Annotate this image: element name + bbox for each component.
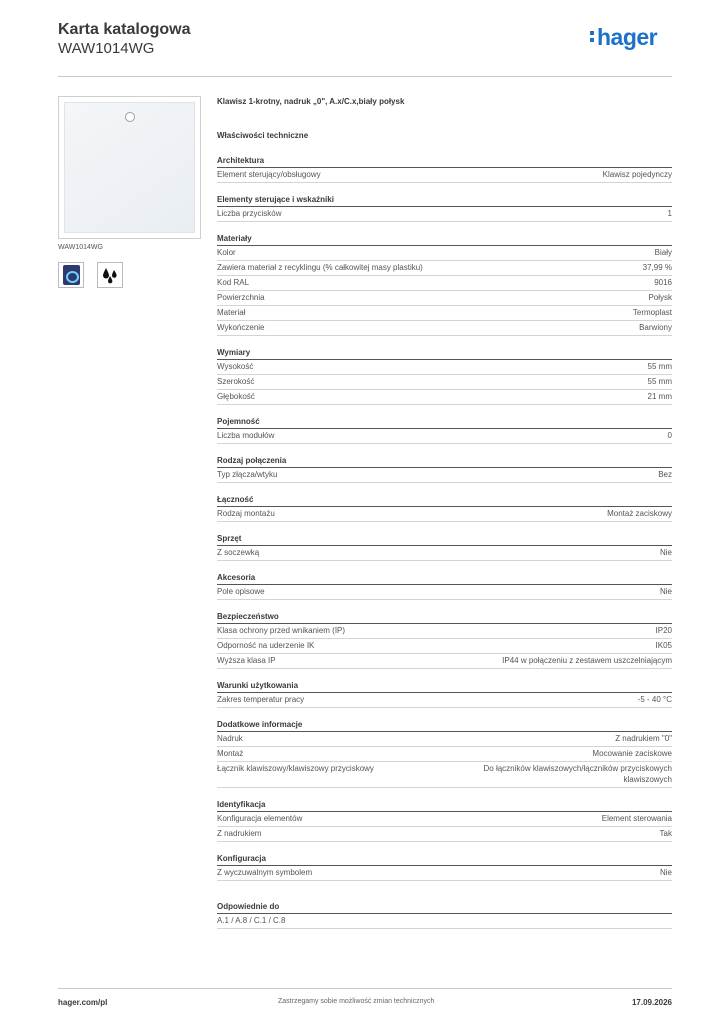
spec-label: Głębokość	[217, 392, 255, 401]
spec-row	[217, 261, 672, 276]
spec-value: 9016	[654, 278, 672, 287]
spec-value: Z nadrukiem "0"	[615, 734, 672, 743]
logo-text: hager	[597, 24, 658, 50]
spec-label: Liczba modułów	[217, 431, 275, 440]
spec-label: Zakres temperatur pracy	[217, 695, 305, 704]
header-divider	[58, 76, 672, 77]
spec-value: Połysk	[648, 293, 672, 302]
fits-with-title: Odpowiednie do	[217, 901, 672, 914]
spec-group	[217, 416, 672, 444]
spec-group	[217, 155, 672, 183]
spec-group	[217, 611, 672, 669]
spec-label: Kolor	[217, 248, 236, 257]
spec-group-title: Architektura	[217, 155, 672, 168]
spec-row	[217, 390, 672, 405]
spec-row	[217, 168, 672, 183]
spec-group	[217, 533, 672, 561]
logo-dots-icon	[590, 28, 595, 45]
spec-value: Element sterowania	[601, 814, 672, 823]
spec-label: Z nadrukiem	[217, 829, 262, 838]
spec-value: 55 mm	[647, 377, 672, 386]
spec-label: Wysokość	[217, 362, 254, 371]
spec-row	[217, 507, 672, 522]
spec-value: IP44 w połączeniu z zestawem uszczelniającym	[502, 656, 672, 665]
spec-group-title: Konfiguracja	[217, 853, 672, 866]
spec-label: Wyższa klasa IP	[217, 656, 276, 665]
product-description: Klawisz 1-krotny, nadruk „0", A.x/C.x,biały połysk	[217, 97, 405, 106]
footer-website-link[interactable]: hager.com/pl	[58, 998, 108, 1007]
spec-value: IP20	[655, 626, 672, 635]
spec-label: Liczba przycisków	[217, 209, 282, 218]
fits-with-value: A.1 / A.8 / C.1 / C.8	[217, 916, 286, 925]
spec-label: Element sterujący/obsługowy	[217, 170, 321, 179]
spec-row	[217, 321, 672, 336]
tech-properties-heading: Właściwości techniczne	[217, 131, 309, 140]
spec-label: Odporność na uderzenie IK	[217, 641, 315, 650]
spec-group	[217, 347, 672, 405]
spec-row	[217, 624, 672, 639]
spec-value: Montaż zaciskowy	[607, 509, 672, 518]
image-caption: WAW1014WG	[58, 244, 103, 251]
spec-group-title: Warunki użytkowania	[217, 680, 672, 693]
spec-group	[217, 572, 672, 600]
footer-date: 17.09.2026	[631, 998, 672, 1007]
spec-row	[217, 375, 672, 390]
spec-row	[217, 207, 672, 222]
spec-label: Kod RAL	[217, 278, 250, 287]
spec-value: 0	[667, 431, 672, 440]
spec-group	[217, 799, 672, 842]
spec-row	[217, 306, 672, 321]
spec-row	[217, 732, 672, 747]
header-title: Karta katalogowa	[58, 21, 191, 38]
footer-disclaimer: Zastrzegamy sobie możliwość zmian technicznych	[278, 998, 435, 1005]
spec-group-title: Akcesoria	[217, 572, 672, 585]
spec-value: -5 - 40 °C	[637, 695, 672, 704]
spec-value: Nie	[659, 548, 672, 557]
spec-group-title: Dodatkowe informacje	[217, 719, 672, 732]
spec-value: Termoplast	[632, 308, 672, 317]
spec-row	[217, 693, 672, 708]
spec-group-title: Identyfikacja	[217, 799, 672, 812]
spec-value: Biały	[654, 248, 672, 257]
spec-label: Z soczewką	[217, 548, 260, 557]
spec-value: 1	[667, 209, 672, 218]
spec-group-title: Sprzęt	[217, 533, 672, 546]
spec-value: Bez	[658, 470, 672, 479]
spec-row	[217, 762, 672, 788]
spec-group	[217, 853, 672, 881]
spec-row	[217, 639, 672, 654]
spec-value: 37,99 %	[642, 263, 672, 272]
plate-hole-graphic	[125, 112, 135, 122]
spec-label: Pole opisowe	[217, 587, 265, 596]
spec-value: Barwiony	[639, 323, 672, 332]
spec-row	[217, 812, 672, 827]
spec-label: Klasa ochrony przed wnikaniem (IP)	[217, 626, 346, 635]
spec-value: Mocowanie zaciskowe	[592, 749, 672, 758]
spec-group	[217, 455, 672, 483]
spec-row	[217, 866, 672, 881]
recycle-badge-icon	[58, 262, 84, 288]
spec-row	[217, 585, 672, 600]
spec-row	[217, 468, 672, 483]
spec-row	[217, 291, 672, 306]
spec-label: Wykończenie	[217, 323, 265, 332]
spec-value: Tak	[659, 829, 672, 838]
spec-group-title: Łączność	[217, 494, 672, 507]
fits-with-section	[217, 901, 672, 929]
spec-label: Nadruk	[217, 734, 243, 743]
spec-row	[217, 276, 672, 291]
spec-label: Typ złącza/wtyku	[217, 470, 278, 479]
spec-value: 21 mm	[647, 392, 672, 401]
spec-group-title: Pojemność	[217, 416, 672, 429]
spec-value: Do łączników klawiszowych/łączników przyciskowych klawiszowych	[483, 764, 672, 784]
spec-group-title: Wymiary	[217, 347, 672, 360]
spec-group	[217, 494, 672, 522]
spec-row	[217, 246, 672, 261]
footer-divider	[58, 988, 672, 989]
product-image	[58, 96, 201, 239]
spec-value: Nie	[659, 587, 672, 596]
spec-label: Rodzaj montażu	[217, 509, 275, 518]
spec-row	[217, 360, 672, 375]
spec-value: Klawisz pojedynczy	[602, 170, 672, 179]
spec-value: Nie	[659, 868, 672, 877]
spec-row	[217, 654, 672, 669]
spec-label: Łącznik klawiszowy/klawiszowy przyciskowy	[217, 764, 374, 773]
spec-row	[217, 747, 672, 762]
spec-label: Materiał	[217, 308, 246, 317]
spec-label: Montaż	[217, 749, 244, 758]
spec-group	[217, 233, 672, 336]
hager-logo[interactable]	[590, 24, 657, 51]
spec-table	[217, 155, 672, 940]
water-drops-icon	[97, 262, 123, 288]
spec-row	[217, 546, 672, 561]
spec-row	[217, 827, 672, 842]
spec-group-title: Bezpieczeństwo	[217, 611, 672, 624]
spec-value: IK05	[655, 641, 672, 650]
spec-value: 55 mm	[647, 362, 672, 371]
spec-label: Konfiguracja elementów	[217, 814, 303, 823]
spec-label: Z wyczuwalnym symbolem	[217, 868, 313, 877]
spec-group-title: Rodzaj połączenia	[217, 455, 672, 468]
spec-group	[217, 680, 672, 708]
spec-group-title: Elementy sterujące i wskaźniki	[217, 194, 672, 207]
spec-group-title: Materiały	[217, 233, 672, 246]
spec-group	[217, 194, 672, 222]
fits-with-row	[217, 914, 672, 929]
spec-label: Zawiera materiał z recyklingu (% całkowitej masy plastiku)	[217, 263, 423, 272]
spec-group	[217, 719, 672, 788]
spec-row	[217, 429, 672, 444]
product-code: WAW1014WG	[58, 40, 155, 57]
spec-label: Powierzchnia	[217, 293, 265, 302]
spec-label: Szerokość	[217, 377, 255, 386]
